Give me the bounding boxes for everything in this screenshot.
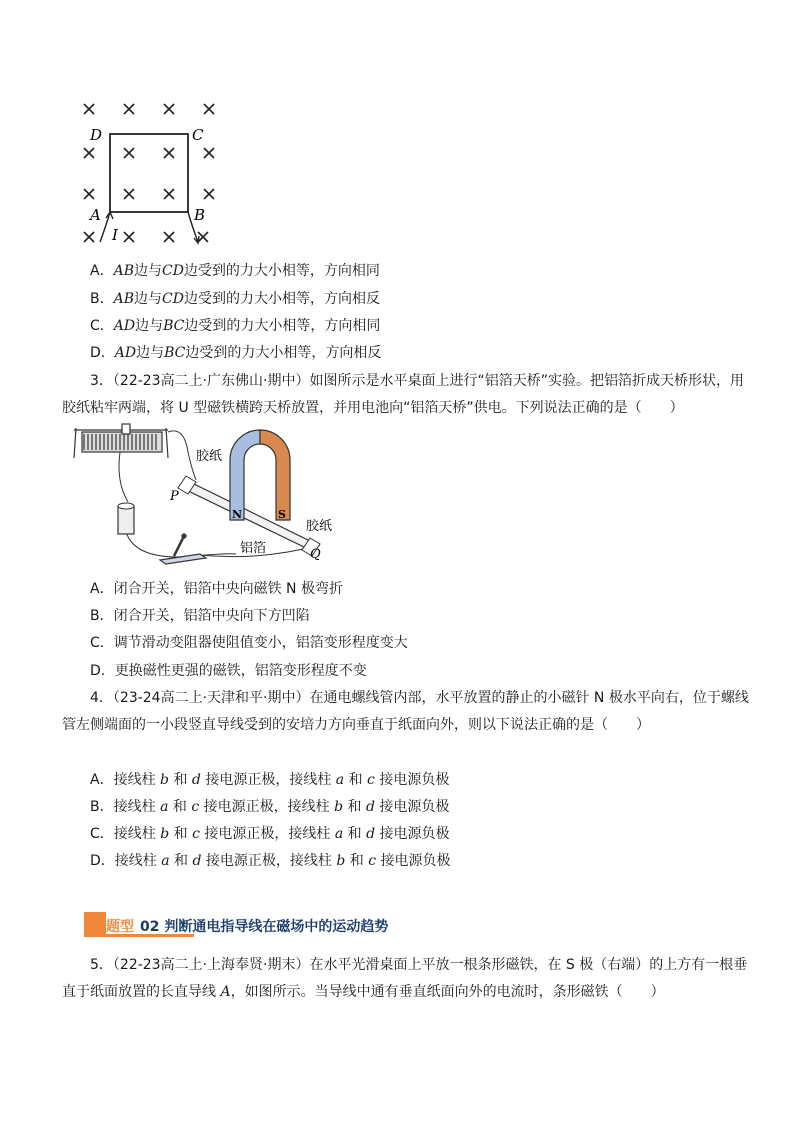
q4-option-c: C．接线柱 b 和 c 接电源正极，接线柱 a 和 d 接电源负极 <box>90 826 450 842</box>
rheostat <box>74 424 168 458</box>
label-Q: Q <box>310 547 321 562</box>
label-P: P <box>170 489 179 504</box>
aluminum-foil-bridge <box>182 482 316 548</box>
q2-option-a: A．AB边与CD边受到的力大小相等，方向相同 <box>90 263 380 279</box>
section-heading <box>80 912 440 942</box>
q3-option-a: A．闭合开关，铝箔中央向磁铁 N 极弯折 <box>90 581 343 597</box>
switch <box>160 534 206 564</box>
current-lead-in <box>100 212 110 242</box>
q3-stem-line2: 胶纸粘牢两端，将 U 型磁铁横跨天桥放置，并用电池向“铝箔天桥”供电。下列说法正确的是（ ） <box>62 400 684 416</box>
magnet-pole-s: S <box>278 508 286 521</box>
q3-option-d: D．更换磁性更强的磁铁，铝箔变形程度不变 <box>90 663 367 679</box>
label-A: A <box>90 206 101 224</box>
q5-stem-line2: 直于纸面放置的长直导线 A，如图所示。当导线中通有垂直纸面向外的电流时，条形磁铁（ ） <box>62 984 665 1000</box>
q3-stem-line1: 3．（22-23高二上·广东佛山·期中）如图所示是水平桌面上进行“铝箔天桥”实验。把铝箔折成天桥形状，用 <box>90 373 744 389</box>
label-tape-left: 胶纸 <box>196 449 223 464</box>
label-B: B <box>194 206 206 224</box>
q4-option-a: A．接线柱 b 和 d 接电源正极，接线柱 a 和 c 接电源负极 <box>90 772 450 788</box>
q3-option-c: C．调节滑动变阻器使阻值变小，铝箔变形程度变大 <box>90 635 408 651</box>
label-D: D <box>90 126 103 144</box>
q4-stem-line1: 4．（23-24高二上·天津和平·期中）在通电螺线管内部，水平放置的静止的小磁针 N 极水平向右，位于螺线 <box>90 690 749 706</box>
magnet-pole-n: N <box>232 508 243 521</box>
square-loop-figure <box>70 90 250 255</box>
section-title: 02 判断通电指导线在磁场中的运动趋势 <box>140 919 389 935</box>
foil-bridge-figure <box>70 420 370 570</box>
section-tag: 题型 <box>106 919 134 935</box>
label-foil: 铝箔 <box>240 541 267 556</box>
q2-option-b: B．AB边与CD边受到的力大小相等，方向相反 <box>90 291 380 307</box>
label-tape-right: 胶纸 <box>306 519 333 534</box>
battery <box>118 506 134 534</box>
section-marker <box>84 912 106 934</box>
conductor-loop <box>110 134 188 212</box>
q4-stem-line2: 管左侧端面的一小段竖直导线受到的安培力方向垂直于纸面向外，则以下说法正确的是（ ） <box>62 717 650 733</box>
q5-stem-line1: 5．（22-23高二上·上海奉贤·期末）在水平光滑桌面上平放一根条形磁铁，在 S 极（右端）的上方有一根垂 <box>90 957 748 973</box>
q4-option-b: B．接线柱 a 和 c 接电源正极，接线柱 b 和 d 接电源负极 <box>90 799 450 815</box>
label-C: C <box>192 126 204 144</box>
q2-option-c: C．AD边与BC边受到的力大小相等，方向相同 <box>90 318 381 334</box>
u-shaped-magnet <box>230 430 290 520</box>
q4-option-d: D．接线柱 a 和 d 接电源正极，接线柱 b 和 c 接电源负极 <box>90 853 451 869</box>
q2-option-d: D．AD边与BC边受到的力大小相等，方向相反 <box>90 345 382 361</box>
label-I: I <box>112 226 118 244</box>
q3-option-b: B．闭合开关，铝箔中央向下方凹陷 <box>90 608 310 624</box>
